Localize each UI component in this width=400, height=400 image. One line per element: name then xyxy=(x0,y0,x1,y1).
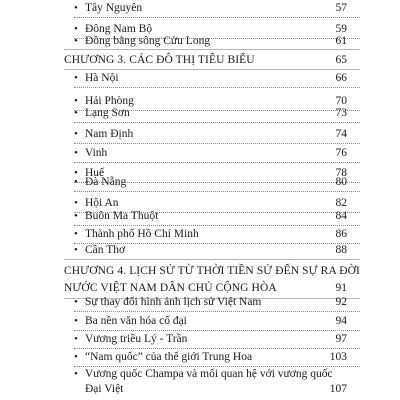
dotted-divider xyxy=(74,143,360,144)
toc-page-number: 59 xyxy=(335,23,347,35)
toc-item-title: Đông Nam Bộ xyxy=(85,23,153,35)
bullet-icon: • xyxy=(74,368,78,380)
bullet-icon: • xyxy=(74,296,78,308)
toc-page-number: 88 xyxy=(335,244,347,256)
toc-item-title: Nam Định xyxy=(85,128,134,140)
toc-page-number: 82 xyxy=(335,197,347,209)
toc-page-number: 80 xyxy=(335,176,347,188)
toc-item-title: Vương quốc Champa và mối quan hệ với vương quốc Đại Việt xyxy=(85,368,333,395)
toc-page-number: 66 xyxy=(335,72,347,84)
bullet-icon: • xyxy=(74,351,78,363)
toc-chapter-title: CHƯƠNG 4. LỊCH SỬ TỪ THỜI TIỀN SỬ ĐẾN SỰ RA ĐỜI NƯỚC VIỆT NAM DÂN CHỦ CỘNG HÒA xyxy=(64,265,360,294)
bullet-icon: • xyxy=(74,167,78,179)
toc-item-title: Vinh xyxy=(85,147,108,159)
toc-page-number: 70 xyxy=(335,95,347,107)
bullet-icon: • xyxy=(74,147,78,159)
bullet-icon: • xyxy=(74,2,78,14)
dotted-divider xyxy=(74,348,360,349)
dotted-divider xyxy=(74,225,360,226)
toc-page-number: 61 xyxy=(335,35,347,47)
bullet-icon: • xyxy=(74,128,78,140)
toc-item-title: Ba nền văn hóa cổ đại xyxy=(85,315,187,327)
bullet-icon: • xyxy=(74,315,78,327)
toc-page-number: 84 xyxy=(335,210,347,222)
toc-item-title: Vương triều Lý - Trần xyxy=(85,333,188,345)
bullet-icon: • xyxy=(74,197,78,209)
toc-item-title: Hà Nội xyxy=(85,72,119,84)
toc-page-number: 103 xyxy=(329,351,347,363)
toc-page-number: 57 xyxy=(335,2,347,14)
toc-page-number: 73 xyxy=(335,107,347,119)
toc-chapter-title: CHƯƠNG 3. CÁC ĐÔ THỊ TIÊU BIỂU xyxy=(64,54,255,66)
toc-page-number: 78 xyxy=(335,167,347,179)
toc-item-title: Thành phố Hồ Chí Minh xyxy=(85,228,199,240)
bullet-icon: • xyxy=(74,35,78,47)
bullet-icon: • xyxy=(74,244,78,256)
toc-page-number: 86 xyxy=(335,228,347,240)
toc-item-title: Buôn Ma Thuột xyxy=(85,210,159,222)
bullet-icon: • xyxy=(74,176,78,188)
dotted-divider xyxy=(74,122,360,123)
toc-item-title: Huế xyxy=(85,167,105,179)
toc-item-title: Hội An xyxy=(85,197,119,209)
dotted-divider xyxy=(74,191,360,192)
bullet-icon: • xyxy=(74,23,78,35)
toc-page-number: 65 xyxy=(335,54,347,66)
toc-page-number: 97 xyxy=(335,333,347,345)
divider xyxy=(64,259,360,260)
dotted-divider xyxy=(74,330,360,331)
toc-page-number: 74 xyxy=(335,128,347,140)
dotted-divider xyxy=(74,311,360,312)
toc-item-title: Lạng Sơn xyxy=(85,107,130,119)
toc-page-number: 107 xyxy=(329,383,347,395)
toc-page-number: 91 xyxy=(335,282,347,294)
toc-item-title: Sự thay đổi hình ảnh lịch sử Việt Nam xyxy=(85,296,262,308)
divider xyxy=(64,49,360,50)
bullet-icon: • xyxy=(74,72,78,84)
toc-item-title: Tây Nguyên xyxy=(85,2,143,14)
dotted-divider xyxy=(74,87,360,88)
bullet-icon: • xyxy=(74,210,78,222)
toc-item-title: Cần Thơ xyxy=(85,244,126,256)
toc-item-title: Hải Phòng xyxy=(85,95,134,107)
dotted-divider xyxy=(74,17,360,18)
dotted-divider xyxy=(74,162,360,163)
toc-item-title: “Nam quốc” của thế giới Trung Hoa xyxy=(85,351,253,363)
toc-page-number: 92 xyxy=(335,296,347,308)
toc-page-number: 76 xyxy=(335,147,347,159)
bullet-icon: • xyxy=(74,107,78,119)
toc-item-title: Đồng bằng sông Cửu Long xyxy=(85,35,211,47)
bullet-icon: • xyxy=(74,333,78,345)
bullet-icon: • xyxy=(74,228,78,240)
divider xyxy=(64,69,360,70)
toc-page-number: 94 xyxy=(335,315,347,327)
toc-item-title: Đà Nẵng xyxy=(85,176,127,188)
bullet-icon: • xyxy=(74,95,78,107)
